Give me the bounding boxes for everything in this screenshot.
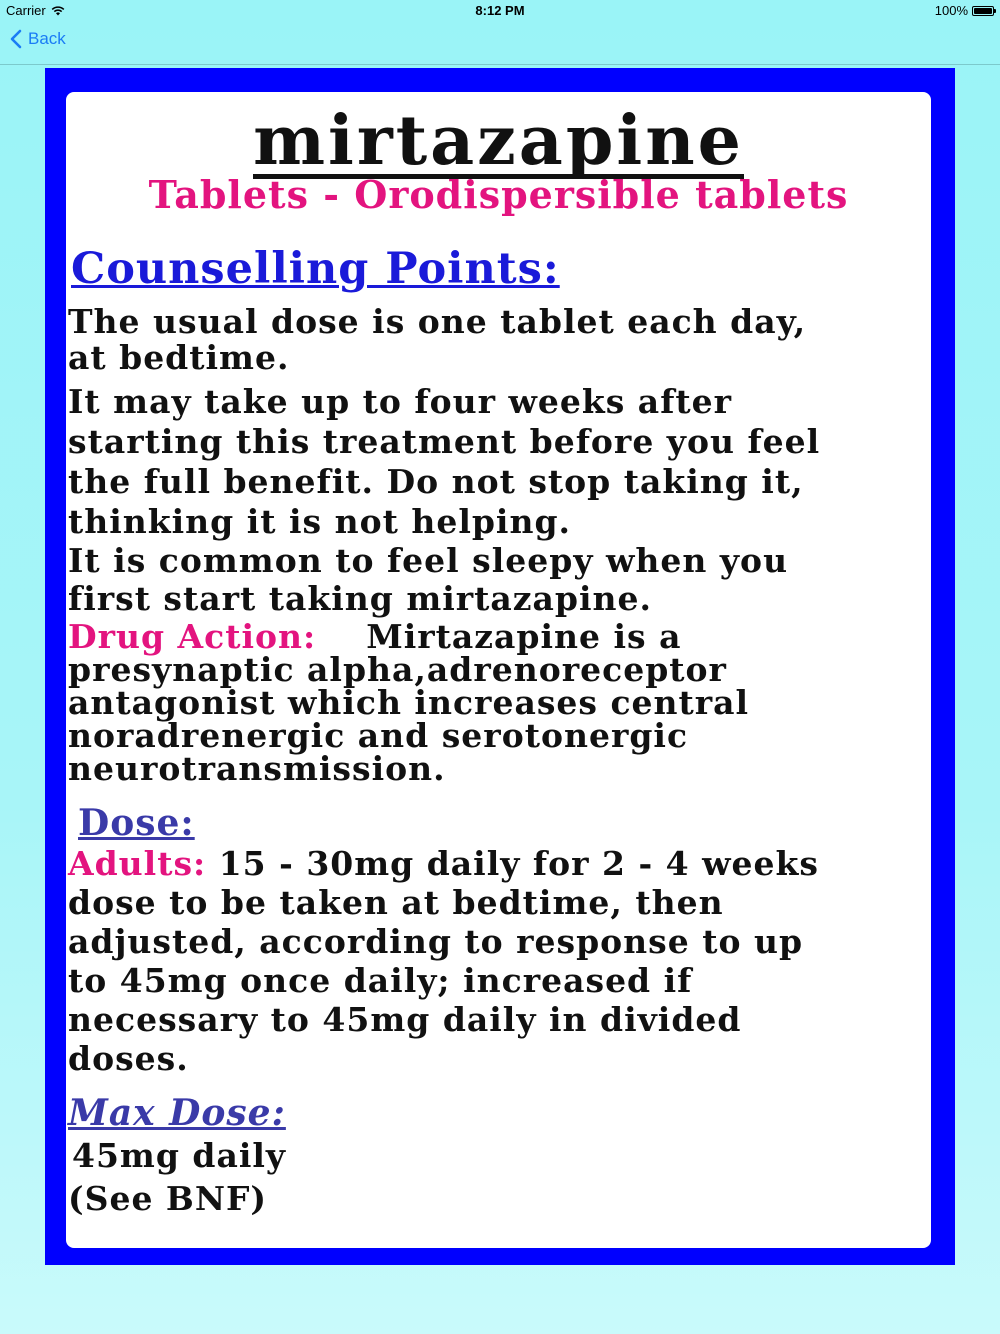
formulation-subtitle: Tablets - Orodispersible tablets bbox=[148, 172, 849, 217]
text-line: neurotransmission. bbox=[68, 749, 446, 788]
battery-icon bbox=[972, 6, 994, 16]
battery-percent: 100% bbox=[934, 3, 968, 18]
counselling-paragraph-2 bbox=[68, 382, 820, 542]
text-line: noradrenergic and serotonergic bbox=[68, 716, 689, 755]
text-line: dose to be taken at bedtime, then bbox=[68, 883, 724, 922]
dose-heading: Dose: bbox=[78, 802, 195, 844]
back-button[interactable] bbox=[10, 29, 66, 49]
text-line: It is common to feel sleepy when you bbox=[68, 541, 789, 580]
text-line: Mirtazapine is a bbox=[366, 617, 682, 656]
text-line: the full benefit. Do not stop taking it, bbox=[68, 462, 804, 501]
dose-section bbox=[68, 844, 819, 1078]
text-line: The usual dose is one tablet each day, bbox=[68, 302, 807, 341]
back-label: Back bbox=[28, 29, 66, 48]
text-line: presynaptic alpha,adrenoreceptor bbox=[68, 650, 727, 689]
text-line: (See BNF) bbox=[68, 1179, 268, 1218]
text-line: antagonist which increases central bbox=[68, 683, 750, 722]
navigation-bar bbox=[0, 22, 1000, 65]
carrier-label: Carrier bbox=[6, 3, 46, 18]
status-bar bbox=[0, 0, 1000, 22]
text-line: first start taking mirtazapine. bbox=[68, 579, 653, 618]
text-line: at bedtime. bbox=[68, 338, 290, 377]
clock: 8:12 PM bbox=[475, 3, 525, 18]
text-line: thinking it is not helping. bbox=[68, 502, 572, 541]
battery-status bbox=[935, 3, 994, 18]
text-line: to 45mg once daily; increased if bbox=[68, 961, 693, 1000]
chevron-left-icon bbox=[10, 29, 22, 49]
text-line: starting this treatment before you feel bbox=[68, 422, 821, 461]
drug-action-label: Drug Action: bbox=[68, 617, 317, 656]
text-line: doses. bbox=[68, 1039, 189, 1078]
counselling-paragraph-1 bbox=[68, 304, 806, 376]
text-line: 15 - 30mg daily for 2 - 4 weeks bbox=[218, 844, 819, 883]
max-dose-section bbox=[68, 1134, 286, 1220]
counselling-heading: Counselling Points: bbox=[71, 244, 560, 294]
drug-card bbox=[66, 92, 931, 1248]
text-line: adjusted, according to response to up bbox=[68, 922, 804, 961]
counselling-paragraph-3 bbox=[68, 542, 788, 618]
text-line: 45mg daily bbox=[72, 1136, 287, 1175]
text-line: It may take up to four weeks after bbox=[68, 382, 733, 421]
drug-action-section bbox=[68, 617, 750, 788]
text-line: necessary to 45mg daily in divided bbox=[68, 1000, 742, 1039]
adults-label: Adults: bbox=[68, 844, 207, 883]
drug-title: mirtazapine bbox=[253, 101, 744, 181]
drug-card-frame bbox=[45, 68, 955, 1265]
max-dose-heading: Max Dose: bbox=[68, 1092, 286, 1134]
